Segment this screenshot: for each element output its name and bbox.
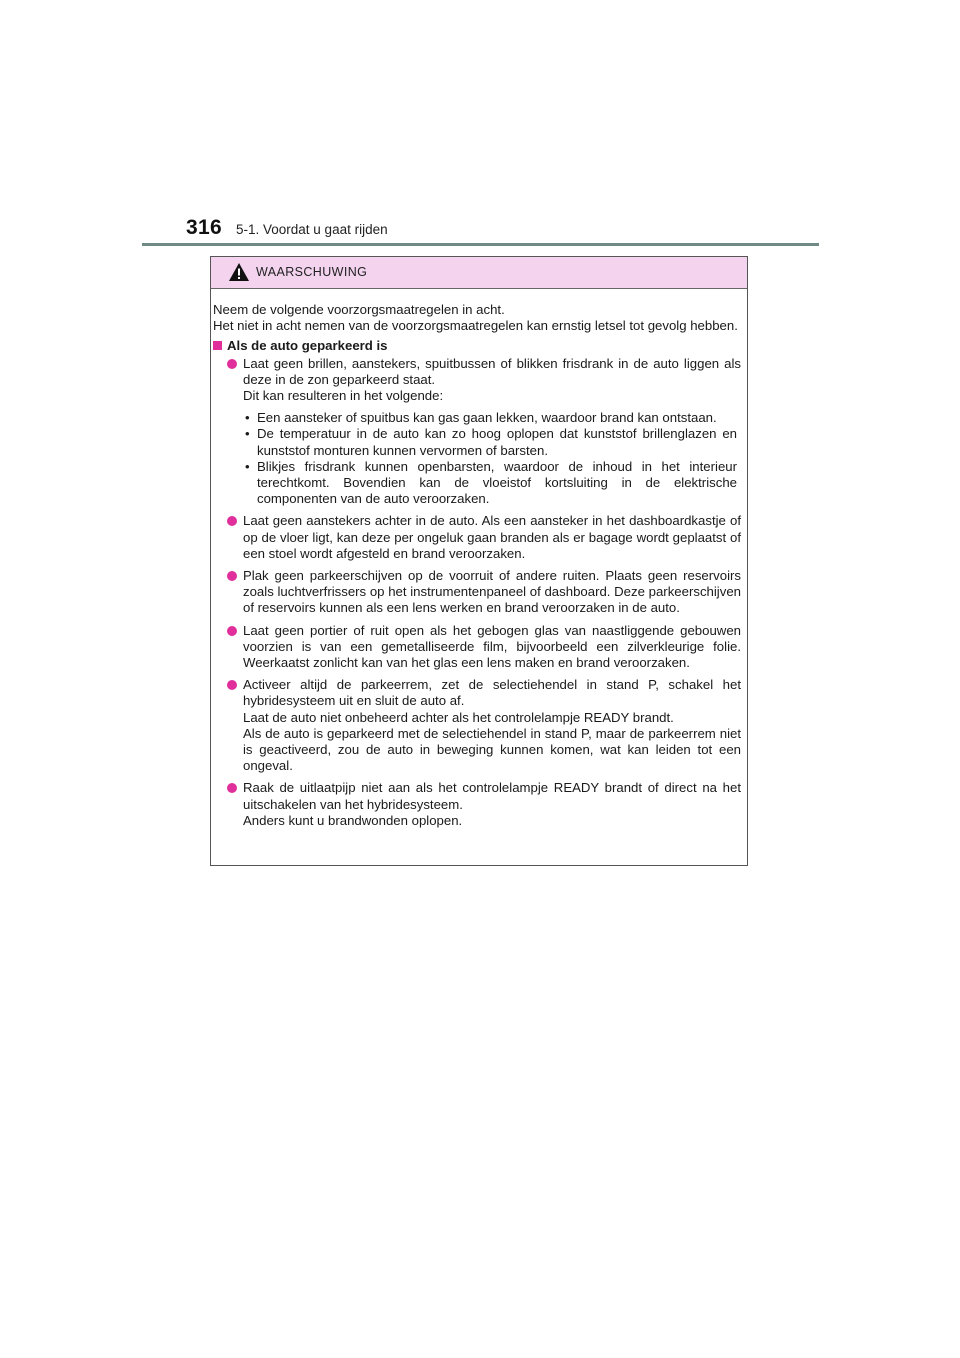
- circle-bullet-icon: [227, 680, 237, 690]
- dot-bullet: •: [245, 458, 250, 474]
- section-title: 5-1. Voordat u gaat rijden: [236, 222, 388, 237]
- warning-item: [211, 513, 741, 562]
- item-text: Activeer altijd de parkeerrem, zet de selectiehendel in stand P, schakel het hybridesysteem uit en sluit de auto af.: [243, 677, 741, 709]
- warning-item: [211, 677, 741, 774]
- dot-bullet: •: [245, 410, 250, 426]
- square-bullet-icon: [213, 341, 222, 350]
- list-item: • Blikjes frisdrank kunnen openbarsten, waardoor de inhoud in het interieur terechtkomt. Bovendien kan de vloeistof kortsluiting in de elektrische componenten van de auto veroorzaken.: [245, 458, 737, 507]
- item-text: Laat geen brillen, aanstekers, spuitbussen of blikken frisdrank in de auto liggen als deze in de zon geparkeerd staat.: [243, 355, 741, 387]
- circle-bullet-icon: [227, 626, 237, 636]
- item-text: Dit kan resulteren in het volgende:: [243, 388, 444, 404]
- page-header: [0, 0, 960, 250]
- circle-bullet-icon: [227, 516, 237, 526]
- subsection-heading-text: Als de auto geparkeerd is: [227, 338, 388, 354]
- item-text: Laat geen portier of ruit open als het gebogen glas van naastliggende gebouwen voorzien is van een gemetalliseerde film, bijvoorbeeld een zilverkleurige folie. Weerkaatst zonlicht kan van het glas een lens maken en brand veroorzaken.: [243, 622, 741, 671]
- warning-triangle-icon: [228, 262, 250, 282]
- warning-item: [211, 623, 741, 672]
- warning-header: [211, 257, 747, 289]
- item-text: Laat de auto niet onbeheerd achter als het controlelampje READY brandt.: [243, 709, 674, 725]
- subsection-heading: [211, 338, 741, 354]
- warning-intro: [211, 302, 741, 334]
- circle-bullet-icon: [227, 783, 237, 793]
- intro-line: Het niet in acht nemen van de voorzorgsmaatregelen kan ernstig letsel tot gevolg hebben.: [213, 318, 738, 334]
- list-item: • De temperatuur in de auto kan zo hoog oplopen dat kunststof brillenglazen en kunststof monturen kunnen vervormen of barsten.: [245, 426, 737, 458]
- item-text: Anders kunt u brandwonden oplopen.: [243, 812, 463, 828]
- sub-bullet-list: [243, 410, 741, 507]
- list-item: • Een aansteker of spuitbus kan gas gaan lekken, waardoor brand kan ontstaan.: [245, 410, 717, 426]
- page-number: 316: [186, 216, 222, 239]
- circle-bullet-icon: [227, 359, 237, 369]
- warning-item: [211, 780, 741, 829]
- item-text: Raak de uitlaatpijp niet aan als het controlelampje READY brandt of direct na het uitschakelen van het hybridesysteem.: [243, 780, 741, 812]
- warning-item: [211, 356, 741, 508]
- warning-title: WAARSCHUWING: [256, 265, 368, 279]
- item-text: Als de auto is geparkeerd met de selectiehendel in stand P, maar de parkeerrem niet is geactiveerd, zou de auto in beweging kunnen komen, wat kan leiden tot een ongeval.: [243, 725, 741, 774]
- intro-line: Neem de volgende voorzorgsmaatregelen in acht.: [213, 302, 505, 317]
- warning-box: [210, 256, 748, 866]
- header-divider: [142, 243, 819, 246]
- warning-item: [211, 568, 741, 617]
- warning-body: [211, 289, 747, 829]
- item-text: Laat geen aanstekers achter in de auto. Als een aansteker in het dashboardkastje of op de vloer ligt, kan deze per ongeluk gaan branden als er bagage wordt geplaatst of een stoel wordt afgesteld en brand veroorzaken.: [243, 513, 741, 561]
- circle-bullet-icon: [227, 571, 237, 581]
- item-text: Plak geen parkeerschijven op de voorruit of andere ruiten. Plaats geen reservoirs zoals luchtverfrissers op het instrumentenpaneel of dashboard. Deze parkeerschijven of reservoirs kunnen als een lens werken en brand veroorzaken in de auto.: [243, 568, 741, 616]
- dot-bullet: •: [245, 426, 250, 442]
